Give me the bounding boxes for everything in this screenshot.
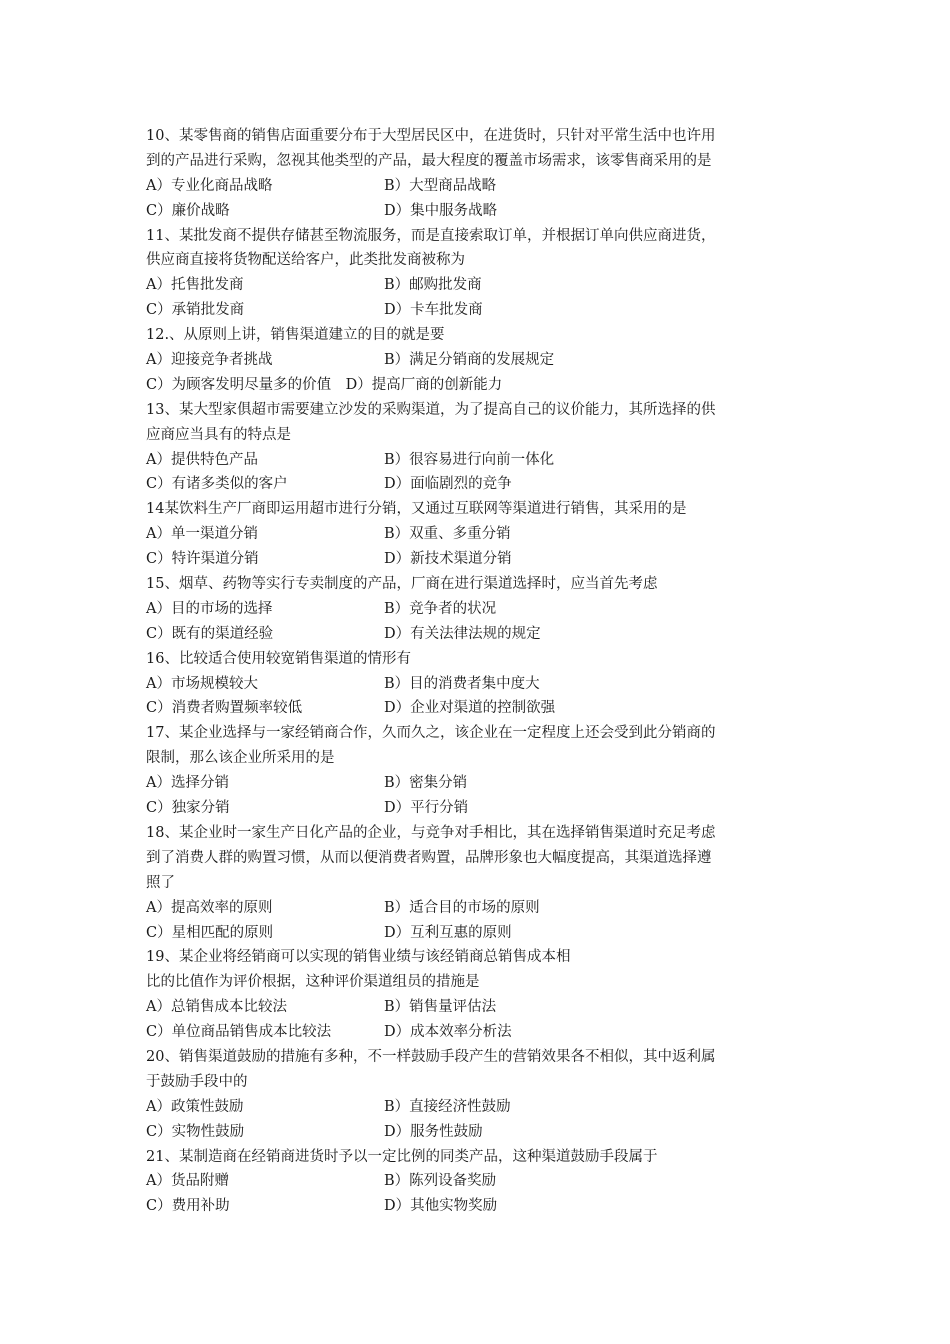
- question-stem-line: 20、销售渠道鼓励的措施有多种，不一样鼓励手段产生的营销效果各不相似，其中返利属: [146, 1048, 716, 1065]
- answer-option: C）承销批发商: [146, 302, 245, 319]
- question-stem-line: 14某饮料生产厂商即运用超市进行分销，又通过互联网等渠道进行销售，其采用的是: [146, 501, 687, 518]
- answer-option: B）适合目的市场的原则: [384, 899, 540, 916]
- answer-option: D）新技术渠道分销: [384, 551, 512, 568]
- answer-option: C）独家分销: [146, 800, 230, 817]
- answer-option: B）很容易进行向前一体化: [384, 451, 555, 468]
- question-stem-line: 16、比较适合使用较宽销售渠道的情形有: [146, 650, 411, 667]
- question-stem-line: 13、某大型家俱超市需要建立沙发的采购渠道，为了提高自己的议价能力，其所选择的供: [146, 401, 716, 418]
- question-stem-line: 15、烟草、药物等实行专卖制度的产品，厂商在进行渠道选择时，应当首先考虑: [146, 576, 658, 593]
- question-block: [146, 821, 806, 945]
- answer-option: A）迎接竞争者挑战: [146, 352, 273, 369]
- answer-option: C）单位商品销售成本比较法: [146, 1024, 332, 1041]
- option-row: [146, 896, 806, 921]
- answer-option: A）提供特色产品: [146, 451, 258, 468]
- option-row: [146, 1095, 806, 1120]
- answer-option: D）其他实物奖励: [384, 1198, 498, 1215]
- question-block: [146, 1045, 806, 1145]
- question-stem-line: 限制，那么该企业所采用的是: [146, 750, 335, 767]
- answer-option: C）廉价战略: [146, 202, 230, 219]
- answer-option: B）销售量评估法: [384, 999, 497, 1016]
- question-block: [146, 224, 806, 324]
- option-row: [146, 995, 806, 1020]
- answer-option: A）选择分销: [146, 775, 229, 792]
- question-stem-line: 供应商直接将货物配送给客户，此类批发商被称为: [146, 252, 465, 269]
- option-row: [146, 1020, 806, 1045]
- question-stem-line: 到的产品进行采购，忽视其他类型的产品，最大程度的覆盖市场需求，该零售商采用的是: [146, 152, 712, 169]
- question-block: [146, 124, 806, 224]
- answer-option: D）服务性鼓励: [384, 1123, 483, 1140]
- answer-option: B）密集分销: [384, 775, 468, 792]
- question-block: [146, 721, 806, 821]
- answer-option: A）总销售成本比较法: [146, 999, 287, 1016]
- answer-option: B）大型商品战略: [384, 177, 497, 194]
- option-row: [146, 373, 806, 398]
- answer-option: D）平行分销: [384, 800, 469, 817]
- option-row: [146, 199, 806, 224]
- question-block: [146, 497, 806, 572]
- option-row: [146, 273, 806, 298]
- answer-option: D）集中服务战略: [384, 202, 498, 219]
- question-stem-line: 到了消费人群的购置习惯，从而以便消费者购置，品牌形象也大幅度提高，其渠道选择遵: [146, 849, 712, 866]
- answer-option: D）互利互惠的原则: [384, 924, 512, 941]
- answer-option: A）专业化商品战略: [146, 177, 273, 194]
- question-stem-line: 19、某企业将经销商可以实现的销售业绩与该经销商总销售成本相: [146, 949, 571, 966]
- answer-option: C）实物性鼓励: [146, 1123, 245, 1140]
- question-stem-line: 11、某批发商不提供存储甚至物流服务，而是直接索取订单，并根据订单向供应商进货，: [146, 227, 716, 244]
- option-row: [146, 921, 806, 946]
- answer-option: D）企业对渠道的控制欲强: [384, 700, 556, 717]
- question-block: [146, 572, 806, 647]
- exam-page: [146, 124, 806, 1219]
- question-stem-line: 17、某企业选择与一家经销商合作，久而久之，该企业在一定程度上还会受到此分销商的: [146, 725, 716, 742]
- question-block: [146, 647, 806, 722]
- answer-option: B）满足分销商的发展规定: [384, 352, 555, 369]
- option-row: [146, 448, 806, 473]
- answer-option: B）目的消费者集中度大: [384, 675, 540, 692]
- option-row: [146, 298, 806, 323]
- question-block: [146, 1145, 806, 1220]
- answer-option: C）为顾客发明尽量多的价值 D）提高厂商的创新能力: [146, 376, 503, 393]
- option-row: [146, 796, 806, 821]
- question-block: [146, 323, 806, 398]
- answer-option: D）面临剧烈的竞争: [384, 476, 512, 493]
- answer-option: C）特许渠道分销: [146, 551, 259, 568]
- option-row: [146, 696, 806, 721]
- answer-option: B）陈列设备奖励: [384, 1173, 497, 1190]
- option-row: [146, 672, 806, 697]
- question-stem-line: 10、某零售商的销售店面重要分布于大型居民区中，在进货时，只针对平常生活中也许用: [146, 128, 716, 144]
- answer-option: A）提高效率的原则: [146, 899, 273, 916]
- answer-option: D）有关法律法规的规定: [384, 625, 541, 642]
- answer-option: C）消费者购置频率较低: [146, 700, 303, 717]
- option-row: [146, 1120, 806, 1145]
- question-stem-line: 于鼓励手段中的: [146, 1073, 248, 1090]
- option-row: [146, 472, 806, 497]
- question-stem-line: 12.、从原则上讲，销售渠道建立的目的就是要: [146, 327, 445, 344]
- option-row: [146, 174, 806, 199]
- answer-option: D）成本效率分析法: [384, 1024, 512, 1041]
- answer-option: C）星相匹配的原则: [146, 924, 274, 941]
- answer-option: A）货品附赠: [146, 1173, 229, 1190]
- question-stem-line: 比的比值作为评价根据，这种评价渠道组员的措施是: [146, 974, 480, 991]
- answer-option: C）有诸多类似的客户: [146, 476, 288, 493]
- answer-option: C）费用补助: [146, 1198, 230, 1215]
- answer-option: A）市场规模较大: [146, 675, 258, 692]
- option-row: [146, 1194, 806, 1219]
- option-row: [146, 1169, 806, 1194]
- answer-option: D）卡车批发商: [384, 302, 483, 319]
- answer-option: B）竞争者的状况: [384, 600, 497, 617]
- option-row: [146, 547, 806, 572]
- answer-option: A）单一渠道分销: [146, 526, 258, 543]
- option-row: [146, 597, 806, 622]
- answer-option: A）托售批发商: [146, 277, 244, 294]
- answer-option: B）直接经济性鼓励: [384, 1098, 511, 1115]
- answer-option: B）双重、多重分销: [384, 526, 511, 543]
- answer-option: C）既有的渠道经验: [146, 625, 274, 642]
- option-row: [146, 522, 806, 547]
- answer-option: B）邮购批发商: [384, 277, 482, 294]
- question-stem-line: 18、某企业时一家生产日化产品的企业，与竞争对手相比，其在选择销售渠道时充足考虑: [146, 824, 716, 841]
- question-block: [146, 945, 806, 1045]
- question-stem-line: 照了: [146, 874, 175, 891]
- answer-option: A）政策性鼓励: [146, 1098, 244, 1115]
- answer-option: A）目的市场的选择: [146, 600, 273, 617]
- question-block: [146, 398, 806, 498]
- question-stem-line: 应商应当具有的特点是: [146, 426, 291, 443]
- option-row: [146, 771, 806, 796]
- question-stem-line: 21、某制造商在经销商进货时予以一定比例的同类产品，这种渠道鼓励手段属于: [146, 1148, 658, 1165]
- option-row: [146, 622, 806, 647]
- option-row: [146, 348, 806, 373]
